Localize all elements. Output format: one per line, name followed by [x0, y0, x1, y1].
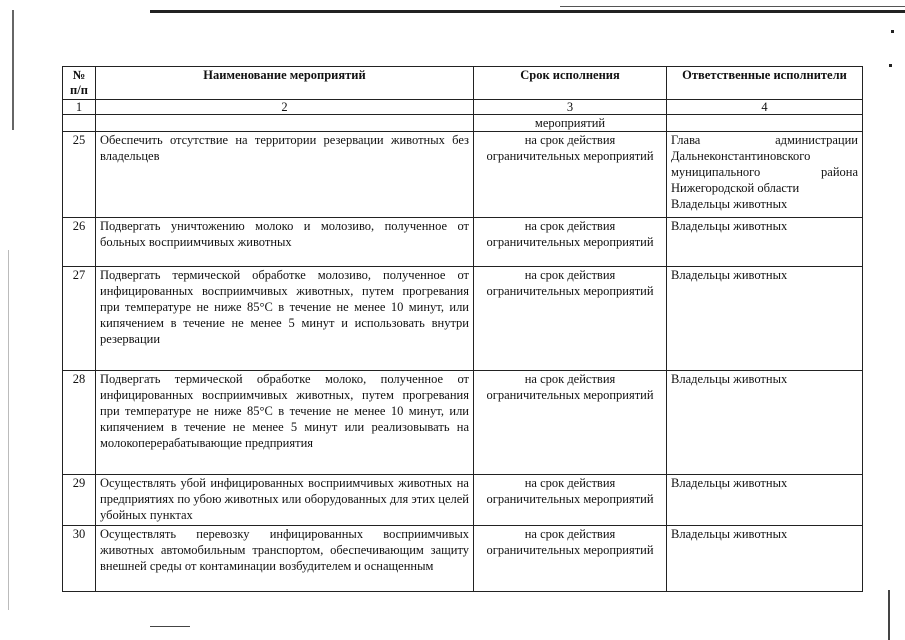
row-measure: Осуществлять перевозку инфицированных восприимчивых животных автомобильным транспортом, обеспечивающим защиту внешней среды от контаминации возбудителем и оснащенным [96, 526, 474, 592]
row-responsible: Владельцы животных [667, 267, 863, 371]
table-row [63, 132, 863, 218]
row-responsible: Владельцы животных [667, 371, 863, 475]
table-row [63, 475, 863, 526]
row-measure: Обеспечить отсутствие на территории резервации животных без владельцев [96, 132, 474, 218]
row-responsible: Владельцы животных [667, 526, 863, 592]
resp-line: Владельцы животных [671, 197, 788, 211]
row-number: 30 [63, 526, 96, 592]
row-measure: Подвергать термической обработке молозиво, полученное от инфицированных восприимчивых животных, путем прогревания при температуре не ниже 85°С в течение не менее 10 минут, или кипячением в течение не менее 5 минут и использовать внутри резервации [96, 267, 474, 371]
row-number: 28 [63, 371, 96, 475]
row-term: на срок действия ограничительных мероприятий [474, 475, 667, 526]
header-name: Наименование мероприятий [96, 67, 474, 100]
row-measure: Подвергать уничтожению молоко и молозиво, полученное от больных восприимчивых животных [96, 218, 474, 267]
scan-edge-left-faint [8, 250, 9, 610]
resp-line: Глава администрации [671, 133, 858, 147]
row-term: на срок действия ограничительных мероприятий [474, 267, 667, 371]
header-resp: Ответственные исполнители [667, 67, 863, 100]
index-cell: 4 [667, 100, 863, 115]
header-row [63, 67, 863, 100]
scan-speck [891, 30, 894, 33]
row-number: 26 [63, 218, 96, 267]
continuation-row [63, 115, 863, 132]
table-row [63, 371, 863, 475]
table-row [63, 267, 863, 371]
resp-line: Дальнеконстантиновского [671, 149, 811, 163]
row-number: 25 [63, 132, 96, 218]
row-measure: Осуществлять убой инфицированных восприимчивых животных на предприятиях по убою животных или оборудованных для этих целей убойных пунктах [96, 475, 474, 526]
row-responsible: Владельцы животных [667, 218, 863, 267]
row-term: на срок действия ограничительных мероприятий [474, 371, 667, 475]
scan-speck [889, 64, 892, 67]
index-cell: 2 [96, 100, 474, 115]
scan-edge-top [150, 10, 905, 13]
header-term: Срок исполнения [474, 67, 667, 100]
table-row [63, 218, 863, 267]
header-num: № п/п [63, 67, 96, 100]
resp-line: Нижегородской области [671, 181, 800, 195]
resp-line: муниципального района [671, 165, 858, 179]
index-cell: 1 [63, 100, 96, 115]
scan-edge-top-thin [560, 6, 905, 7]
table-row [63, 526, 863, 592]
measures-table [62, 66, 863, 592]
row-responsible [667, 132, 863, 218]
row-number: 29 [63, 475, 96, 526]
index-cell: 3 [474, 100, 667, 115]
row-responsible: Владельцы животных [667, 475, 863, 526]
row-number: 27 [63, 267, 96, 371]
scan-edge-bottom [150, 626, 190, 627]
scan-edge-left [12, 10, 14, 130]
row-measure: Подвергать термической обработке молоко, полученное от инфицированных восприимчивых животных, путем прогревания при температуре не ниже 85°С в течение не менее 10 минут, или кипячением в течение не менее 5 минут или реализовывать на молокоперерабатывающие предприятия [96, 371, 474, 475]
continuation-term: мероприятий [474, 115, 667, 132]
row-term: на срок действия ограничительных мероприятий [474, 218, 667, 267]
row-term: на срок действия ограничительных мероприятий [474, 132, 667, 218]
scan-edge-right [888, 590, 890, 640]
index-row [63, 100, 863, 115]
row-term: на срок действия ограничительных мероприятий [474, 526, 667, 592]
